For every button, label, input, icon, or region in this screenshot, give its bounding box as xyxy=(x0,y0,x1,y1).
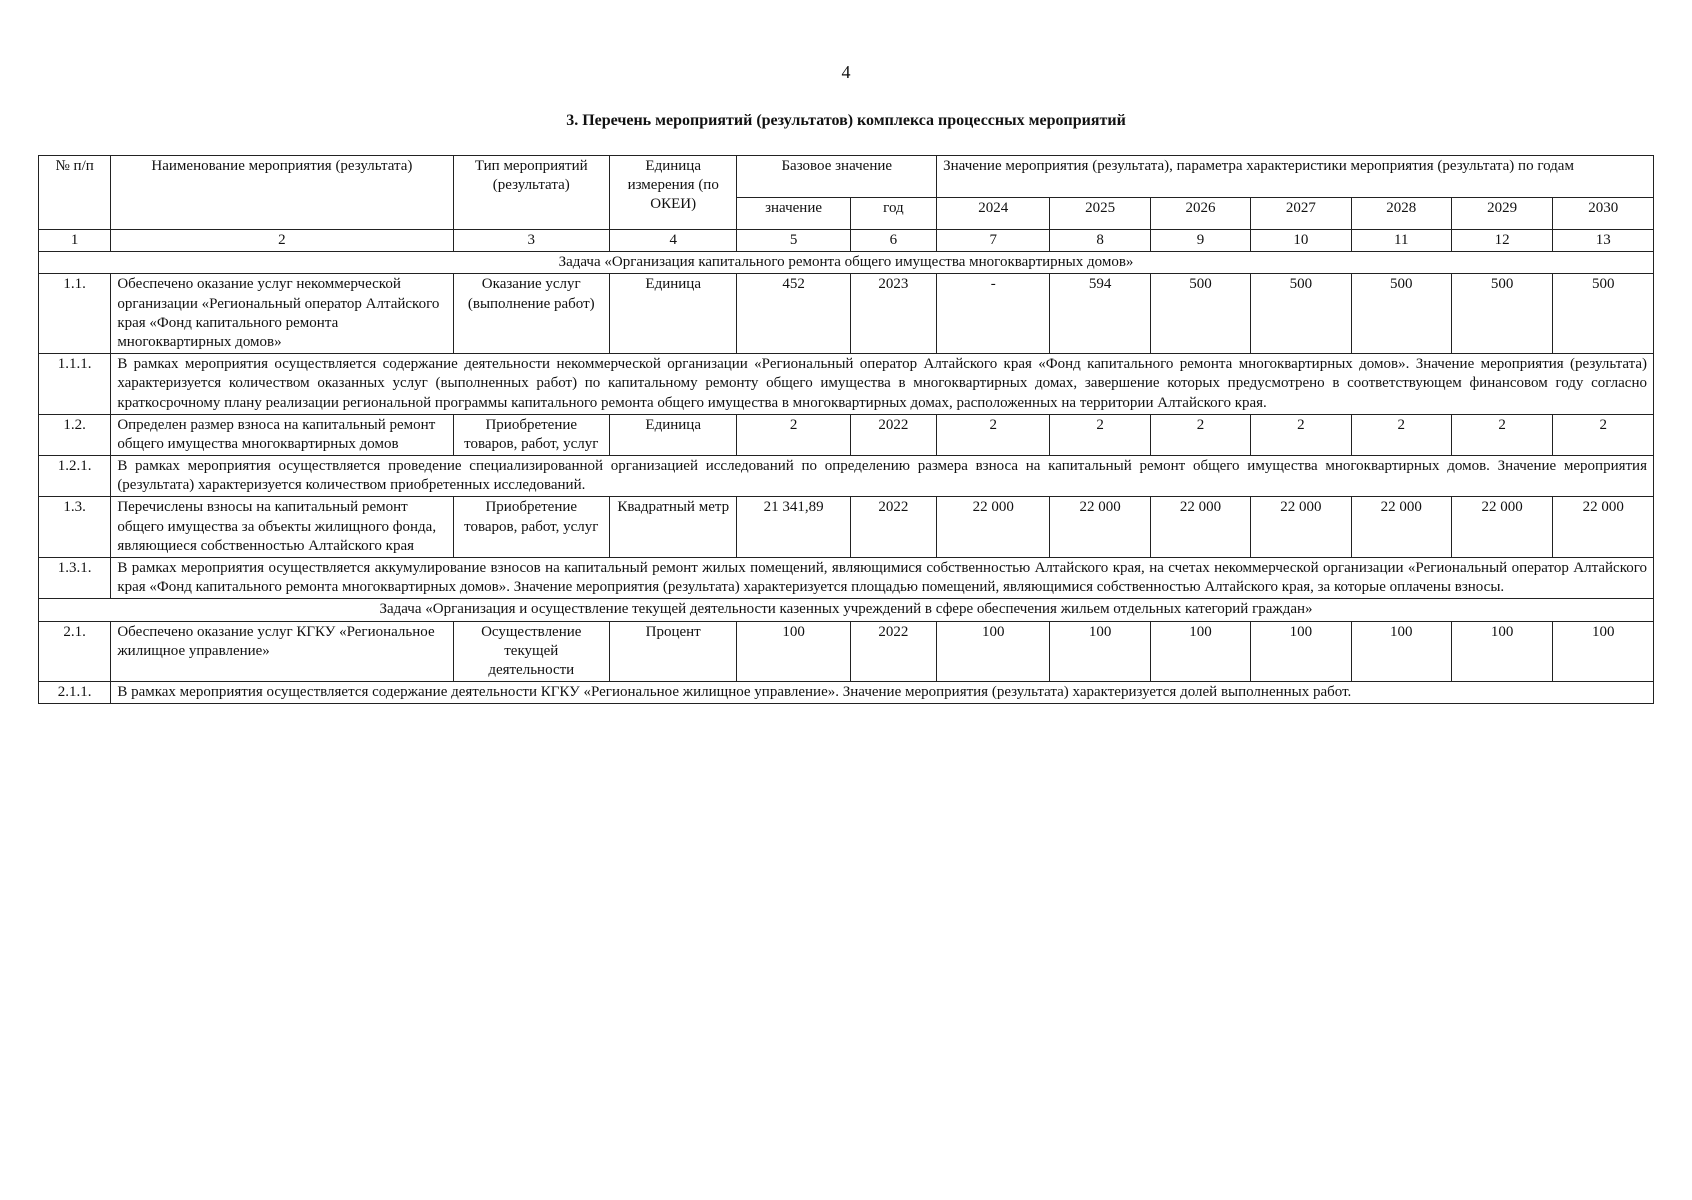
column-number: 4 xyxy=(610,230,737,252)
description-num: 2.1.1. xyxy=(39,682,111,704)
table-row xyxy=(39,497,1654,558)
row-value: 500 xyxy=(1251,274,1351,354)
page-number: 4 xyxy=(841,62,851,82)
row-base-year: 2022 xyxy=(850,621,936,682)
row-base-year: 2022 xyxy=(850,414,936,455)
header-base-year: год xyxy=(850,198,936,230)
header-name: Наименование мероприятия (результата) xyxy=(111,156,453,230)
column-number: 9 xyxy=(1150,230,1250,252)
row-value: 22 000 xyxy=(1351,497,1451,558)
column-numbers-row xyxy=(39,230,1654,252)
header-row-1 xyxy=(39,156,1654,198)
row-name: Определен размер взноса на капитальный ремонт общего имущества многоквартирных домов xyxy=(111,414,453,455)
description-text: В рамках мероприятия осуществляется содержание деятельности некоммерческой организации «Региональный оператор Алтайского края «Фонд капитального ремонта многоквартирных домов». Значение мероприятия (результата) характеризуется количеством оказанных услуг (выполненных работ) по капитальному ремонту общего имущества в многоквартирных домах, завершение которых предусмотрено в соответствующем финансовом году согласно краткосрочному плану реализации региональной программы капитального ремонта общего имущества в многоквартирных домах, расположенных на территории Алтайского края. xyxy=(111,354,1654,415)
row-unit: Единица xyxy=(610,414,737,455)
row-value: 2 xyxy=(1251,414,1351,455)
column-number: 5 xyxy=(737,230,850,252)
column-number: 12 xyxy=(1451,230,1552,252)
column-number: 7 xyxy=(937,230,1050,252)
description-num: 1.2.1. xyxy=(39,456,111,497)
description-row xyxy=(39,682,1654,704)
row-value: 100 xyxy=(1351,621,1451,682)
table-row xyxy=(39,414,1654,455)
header-year: 2027 xyxy=(1251,198,1351,230)
row-value: 500 xyxy=(1351,274,1451,354)
row-value: 594 xyxy=(1050,274,1150,354)
column-number: 1 xyxy=(39,230,111,252)
header-values: Значение мероприятия (результата), параметра характеристики мероприятия (результата) по годам xyxy=(937,156,1654,198)
description-text: В рамках мероприятия осуществляется аккумулирование взносов на капитальный ремонт жилых помещений, являющимися собственностью Алтайского края, на счетах некоммерческой организации «Региональный оператор Алтайского края «Фонд капитального ремонта многоквартирных домов». Значение мероприятия (результата) характеризуется площадью помещений, являющимися собственностью Алтайского края, за которые оплачены взносы. xyxy=(111,558,1654,599)
row-name: Обеспечено оказание услуг КГКУ «Региональное жилищное управление» xyxy=(111,621,453,682)
row-value: 22 000 xyxy=(1451,497,1552,558)
description-text: В рамках мероприятия осуществляется проведение специализированной организацией исследований по определению размера взноса на капитальный ремонт общего имущества многоквартирных домов. Значение мероприятия (результата) характеризуется количеством приобретенных исследований. xyxy=(111,456,1654,497)
row-value: 22 000 xyxy=(1553,497,1654,558)
column-number: 11 xyxy=(1351,230,1451,252)
row-value: 2 xyxy=(937,414,1050,455)
task-row xyxy=(39,252,1654,274)
row-value: 100 xyxy=(1050,621,1150,682)
row-value: 22 000 xyxy=(937,497,1050,558)
row-value: 500 xyxy=(1553,274,1654,354)
row-unit: Квадратный метр xyxy=(610,497,737,558)
column-number: 2 xyxy=(111,230,453,252)
row-base-year: 2022 xyxy=(850,497,936,558)
row-type: Приобретение товаров, работ, услуг xyxy=(453,414,610,455)
row-value: 500 xyxy=(1150,274,1250,354)
row-name: Перечислены взносы на капитальный ремонт общего имущества за объекты жилищного фонда, являющиеся собственностью Алтайского края xyxy=(111,497,453,558)
row-value: 2 xyxy=(1553,414,1654,455)
row-value: 22 000 xyxy=(1050,497,1150,558)
row-type: Оказание услуг (выполнение работ) xyxy=(453,274,610,354)
column-number: 8 xyxy=(1050,230,1150,252)
table-row xyxy=(39,621,1654,682)
table-row xyxy=(39,274,1654,354)
row-type: Осуществление текущей деятельности xyxy=(453,621,610,682)
description-num: 1.1.1. xyxy=(39,354,111,415)
task-title: Задача «Организация и осуществление текущей деятельности казенных учреждений в сфере обеспечения жильем отдельных категорий граждан» xyxy=(39,599,1654,621)
row-base-year: 2023 xyxy=(850,274,936,354)
header-base-value: значение xyxy=(737,198,850,230)
row-value: 100 xyxy=(937,621,1050,682)
task-row xyxy=(39,599,1654,621)
row-num: 1.1. xyxy=(39,274,111,354)
row-value: 100 xyxy=(1251,621,1351,682)
description-num: 1.3.1. xyxy=(39,558,111,599)
description-row xyxy=(39,354,1654,415)
row-value: 100 xyxy=(1553,621,1654,682)
row-value: 2 xyxy=(1150,414,1250,455)
header-year: 2024 xyxy=(937,198,1050,230)
description-row xyxy=(39,558,1654,599)
row-num: 2.1. xyxy=(39,621,111,682)
row-unit: Процент xyxy=(610,621,737,682)
column-number: 13 xyxy=(1553,230,1654,252)
row-value: 2 xyxy=(1351,414,1451,455)
header-year: 2030 xyxy=(1553,198,1654,230)
row-unit: Единица xyxy=(610,274,737,354)
header-base: Базовое значение xyxy=(737,156,937,198)
header-year: 2026 xyxy=(1150,198,1250,230)
column-number: 10 xyxy=(1251,230,1351,252)
table-body xyxy=(39,156,1654,704)
header-unit: Единица измерения (по ОКЕИ) xyxy=(610,156,737,230)
header-num: № п/п xyxy=(39,156,111,230)
header-year: 2025 xyxy=(1050,198,1150,230)
row-name: Обеспечено оказание услуг некоммерческой организации «Региональный оператор Алтайского края «Фонд капитального ремонта многоквартирных домов» xyxy=(111,274,453,354)
row-type: Приобретение товаров, работ, услуг xyxy=(453,497,610,558)
row-value: 2 xyxy=(1451,414,1552,455)
document-title: 3. Перечень мероприятий (результатов) комплекса процессных мероприятий xyxy=(566,112,1126,129)
row-base-value: 21 341,89 xyxy=(737,497,850,558)
row-value: 22 000 xyxy=(1251,497,1351,558)
row-value: 500 xyxy=(1451,274,1552,354)
row-base-value: 2 xyxy=(737,414,850,455)
row-value: 100 xyxy=(1451,621,1552,682)
header-year: 2028 xyxy=(1351,198,1451,230)
row-num: 1.2. xyxy=(39,414,111,455)
row-value: 22 000 xyxy=(1150,497,1250,558)
row-num: 1.3. xyxy=(39,497,111,558)
header-year: 2029 xyxy=(1451,198,1552,230)
description-row xyxy=(39,456,1654,497)
row-value: 100 xyxy=(1150,621,1250,682)
row-base-value: 452 xyxy=(737,274,850,354)
description-text: В рамках мероприятия осуществляется содержание деятельности КГКУ «Региональное жилищное управление». Значение мероприятия (результата) характеризуется долей выполненных работ. xyxy=(111,682,1654,704)
header-type: Тип мероприятий (результата) xyxy=(453,156,610,230)
task-title: Задача «Организация капитального ремонта общего имущества многоквартирных домов» xyxy=(39,252,1654,274)
measures-table xyxy=(38,155,1654,704)
column-number: 6 xyxy=(850,230,936,252)
row-value: - xyxy=(937,274,1050,354)
row-value: 2 xyxy=(1050,414,1150,455)
row-base-value: 100 xyxy=(737,621,850,682)
column-number: 3 xyxy=(453,230,610,252)
